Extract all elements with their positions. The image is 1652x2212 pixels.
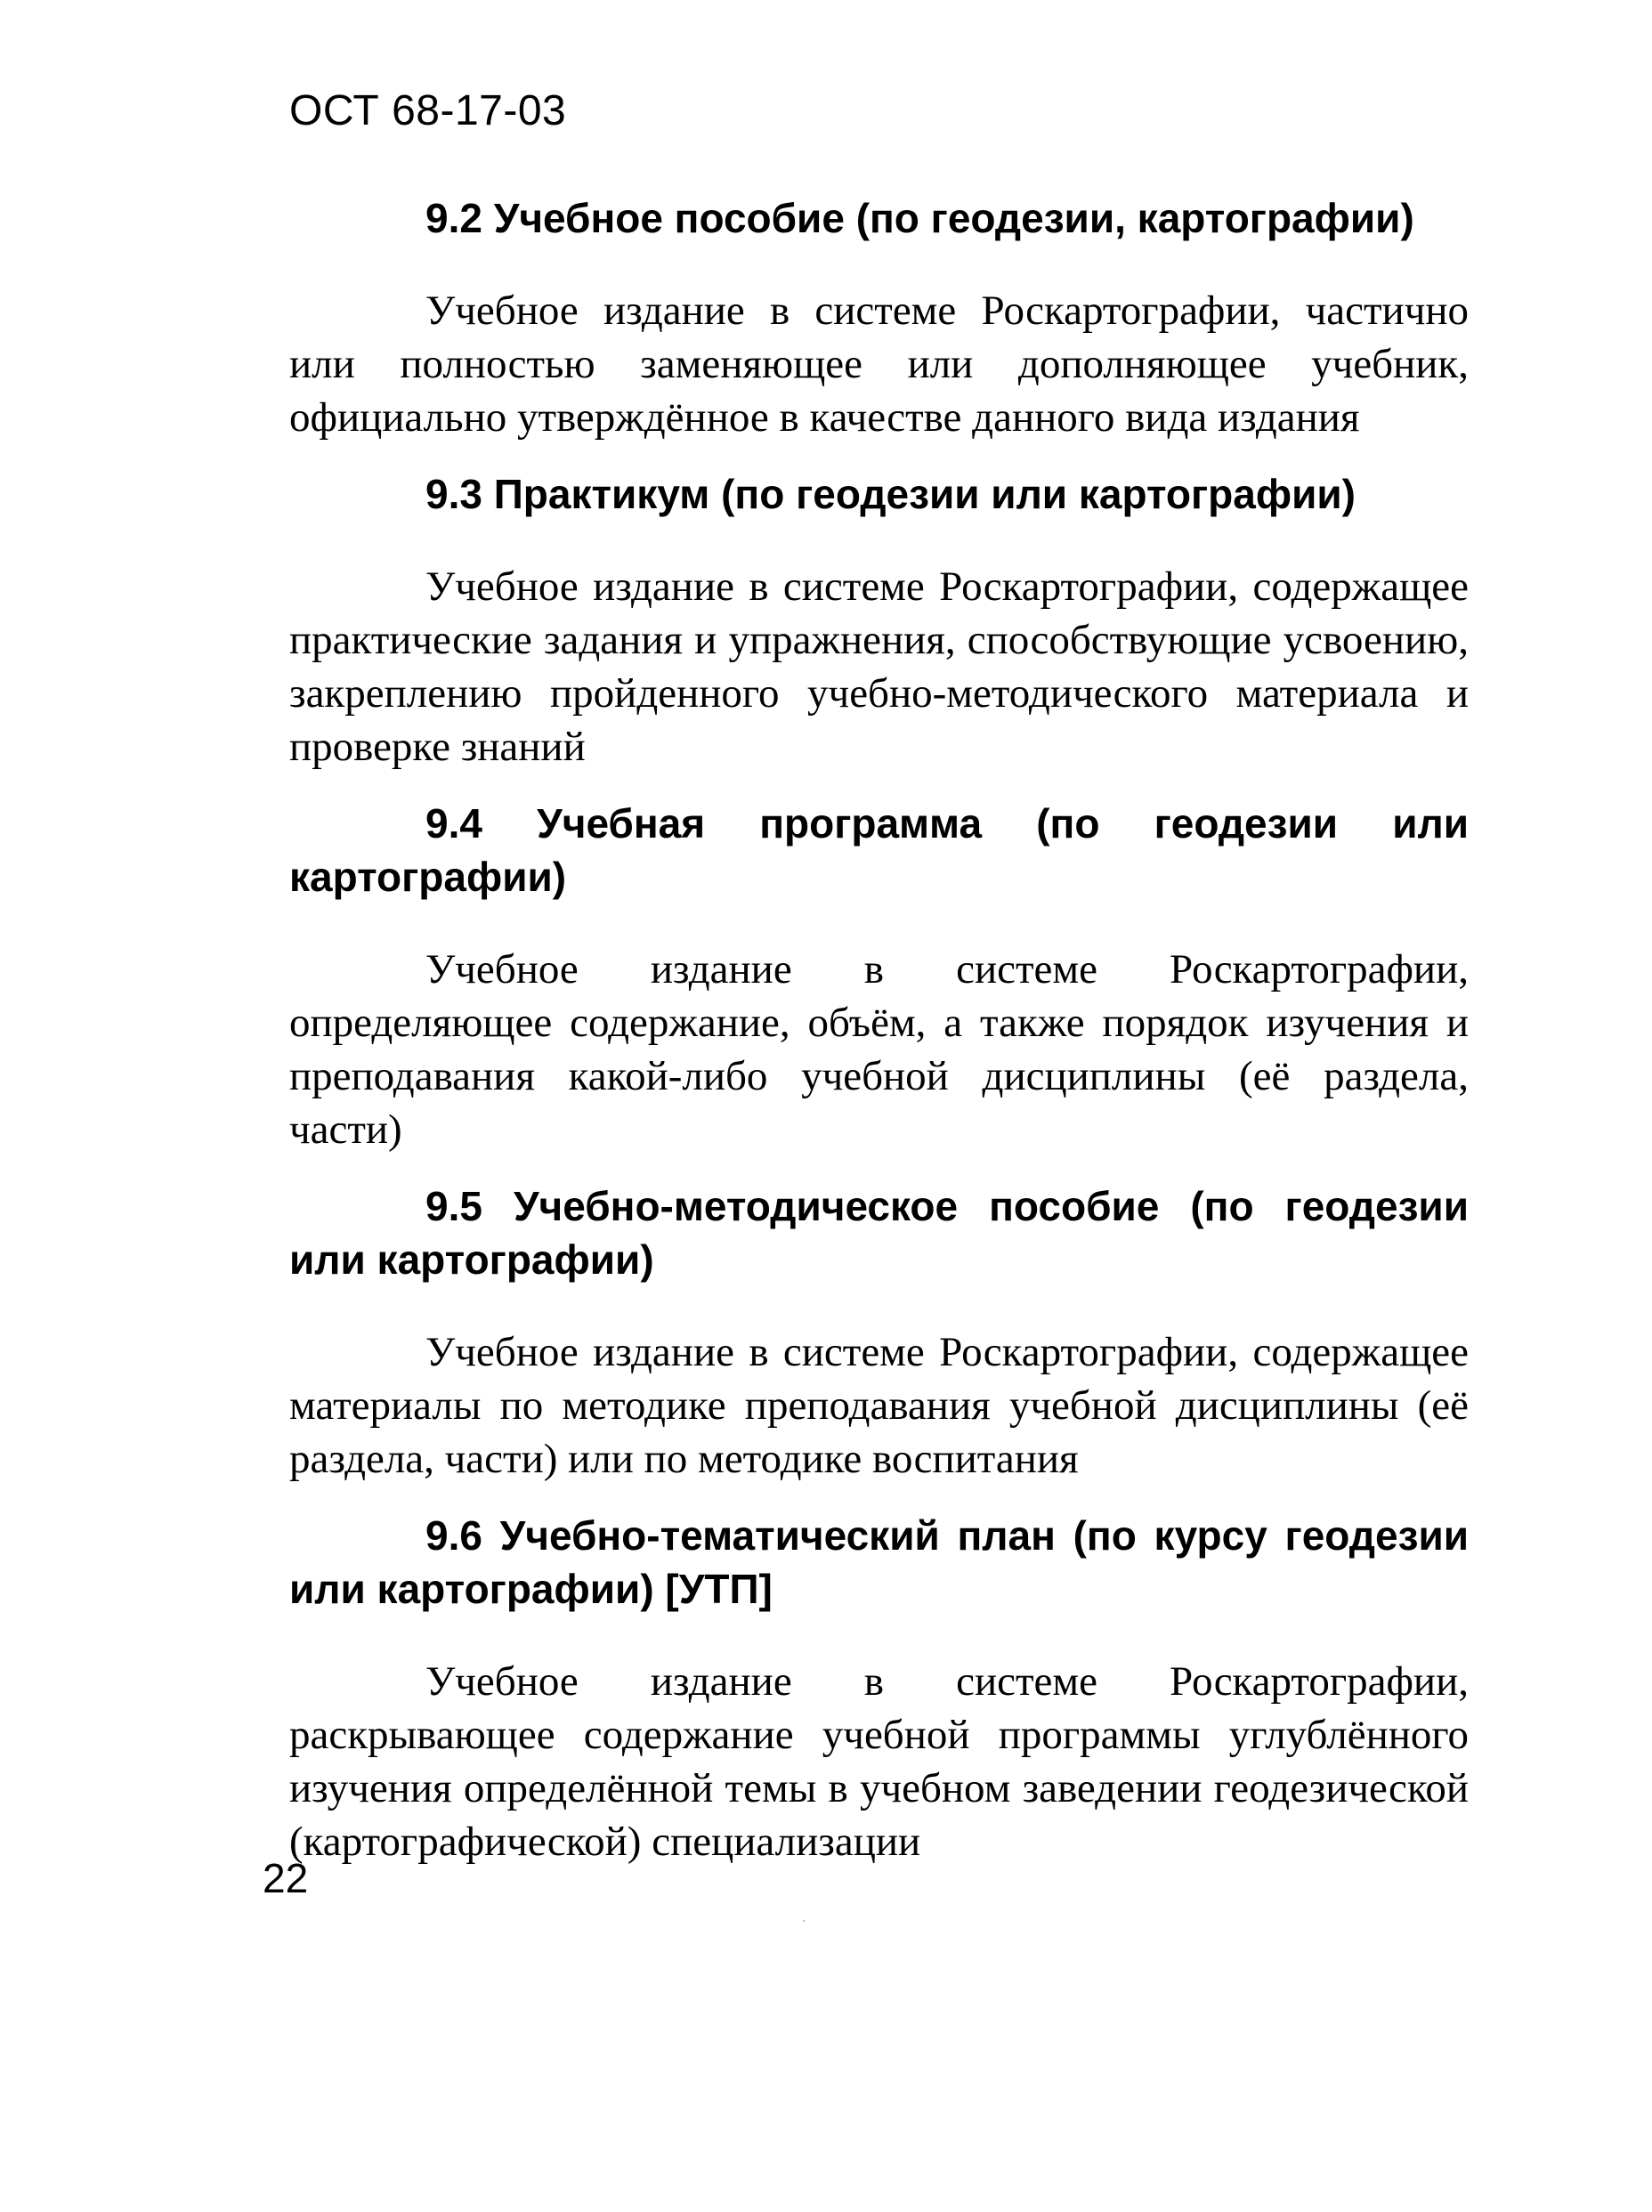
- section-heading-9-2: 9.2 Учебное пособие (по геодезии, картографии): [425, 195, 1414, 241]
- section-heading-9-6: 9.6 Учебно-тематический план (по курсу геодезии или картографии) [УТП]: [289, 1512, 1469, 1612]
- page-content: [289, 191, 1469, 1868]
- section-text-9-2: Учебное издание в системе Роскартографии, частично или полностью заменяющее или дополняющее учебник, официально утверждённое в качестве данного вида издания: [289, 288, 1469, 441]
- document-code: ОСТ 68-17-03: [289, 87, 567, 134]
- page-number: 22: [263, 1855, 309, 1901]
- section-text-9-6: Учебное издание в системе Роскартографии, раскрывающее содержание учебной программы углублённого изучения определённой темы в учебном заведении геодезической (картографической) специализации: [289, 1658, 1469, 1865]
- section-heading-9-4: 9.4 Учебная программа (по геодезии или картографии): [289, 800, 1469, 900]
- scan-artifact-dot: [803, 1920, 805, 1922]
- section-heading-9-5: 9.5 Учебно-методическое пособие (по геодезии или картографии): [289, 1183, 1469, 1283]
- section-heading-9-3: 9.3 Практикум (по геодезии или картографии): [425, 471, 1356, 517]
- section-text-9-3: Учебное издание в системе Роскартографии, содержащее практические задания и упражнения, способствующие усвоению, закреплению пройденного учебно-методического материала и проверке знаний: [289, 563, 1469, 770]
- section-text-9-5: Учебное издание в системе Роскартографии, содержащее материалы по методике преподавания учебной дисциплины (её раздела, части) или по методике воспитания: [289, 1329, 1469, 1482]
- section-text-9-4: Учебное издание в системе Роскартографии, определяющее содержание, объём, а также порядок изучения и преподавания какой-либо учебной дисциплины (её раздела, части): [289, 946, 1469, 1153]
